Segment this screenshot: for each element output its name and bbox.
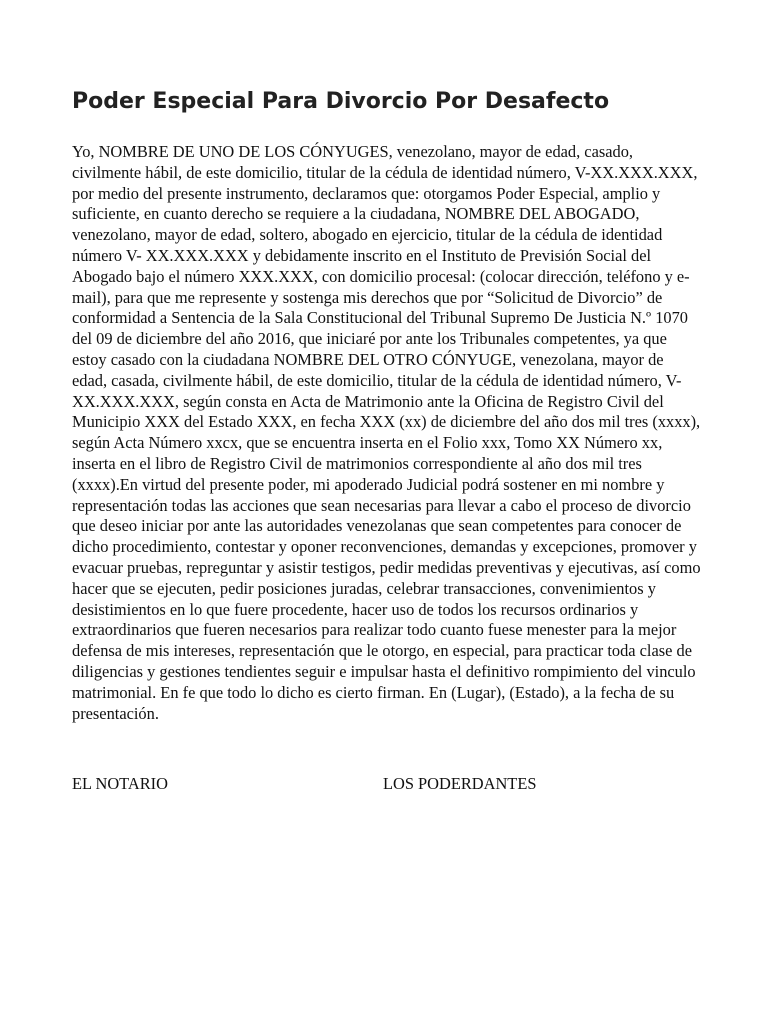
signature-block bbox=[72, 774, 692, 796]
signature-notary-label: EL NOTARIO bbox=[72, 774, 168, 793]
document-body-paragraph: Yo, NOMBRE DE UNO DE LOS CÓNYUGES, venezolano, mayor de edad, casado, civilmente hábil, de este domicilio, titular de la cédula de identidad número, V-XX.XXX.XXX, por medio del presente instrumento, declaramos que: otorgamos Poder Especial, amplio y suficiente, en cuanto derecho se requiere a la ciudadana, NOMBRE DEL ABOGADO, venezolano, mayor de edad, soltero, abogado en ejercicio, titular de la cédula de identidad número V- XX.XXX.XXX y debidamente inscrito en el Instituto de Previsión Social del Abogado bajo el número XXX.XXX, con domicilio procesal: (colocar dirección, teléfono y e-mail), para que me represente y sostenga mis derechos que por “Solicitud de Divorcio” de conformidad a Sentencia de la Sala Constitucional del Tribunal Supremo De Justicia N.º 1070 del 09 de diciembre del año 2016, que iniciaré por ante los Tribunales competentes, ya que estoy casado con la ciudadana NOMBRE DEL OTRO CÓNYUGE, venezolana, mayor de edad, casada, civilmente hábil, de este domicilio, titular de la cédula de identidad número, V- XX.XXX.XXX, según consta en Acta de Matrimonio ante la Oficina de Registro Civil del Municipio XXX del Estado XXX, en fecha XXX (xx) de diciembre del año dos mil tres (xxxx), según Acta Número xxcx, que se encuentra inserta en el Folio xxx, Tomo XX Número xx, inserta en el libro de Registro Civil de matrimonios correspondiente al año dos mil tres (xxxx).En virtud del presente poder, mi apoderado Judicial podrá sostener en mi nombre y representación todas las acciones que sean necesarias para llevar a cabo el proceso de divorcio que deseo iniciar por ante las autoridades venezolanas que sean competentes para conocer de dicho procedimiento, contestar y oponer reconvenciones, demandas y excepciones, promover y evacuar pruebas, repreguntar y asistir testigos, pedir medidas preventivas y ejecutivas, así como hacer que se ejecuten, pedir posiciones juradas, celebrar transacciones, convenimientos y desistimientos en lo que fuere procedente, hacer uso de todos los recursos ordinarios y extraordinarios que fueren necesarios para realizar todo cuanto fuese menester para la mejor defensa de mis intereses, representación que le otorgo, en especial, para practicar toda clase de diligencias y gestiones tendientes seguir e impulsar hasta el definitivo rompimiento del vinculo matrimonial. En fe que todo lo dicho es cierto firman. En (Lugar), (Estado), a la fecha de su presentación. bbox=[72, 142, 701, 723]
document-title: Poder Especial Para Divorcio Por Desafecto bbox=[72, 89, 610, 114]
signature-grantors-label: LOS PODERDANTES bbox=[383, 774, 537, 793]
